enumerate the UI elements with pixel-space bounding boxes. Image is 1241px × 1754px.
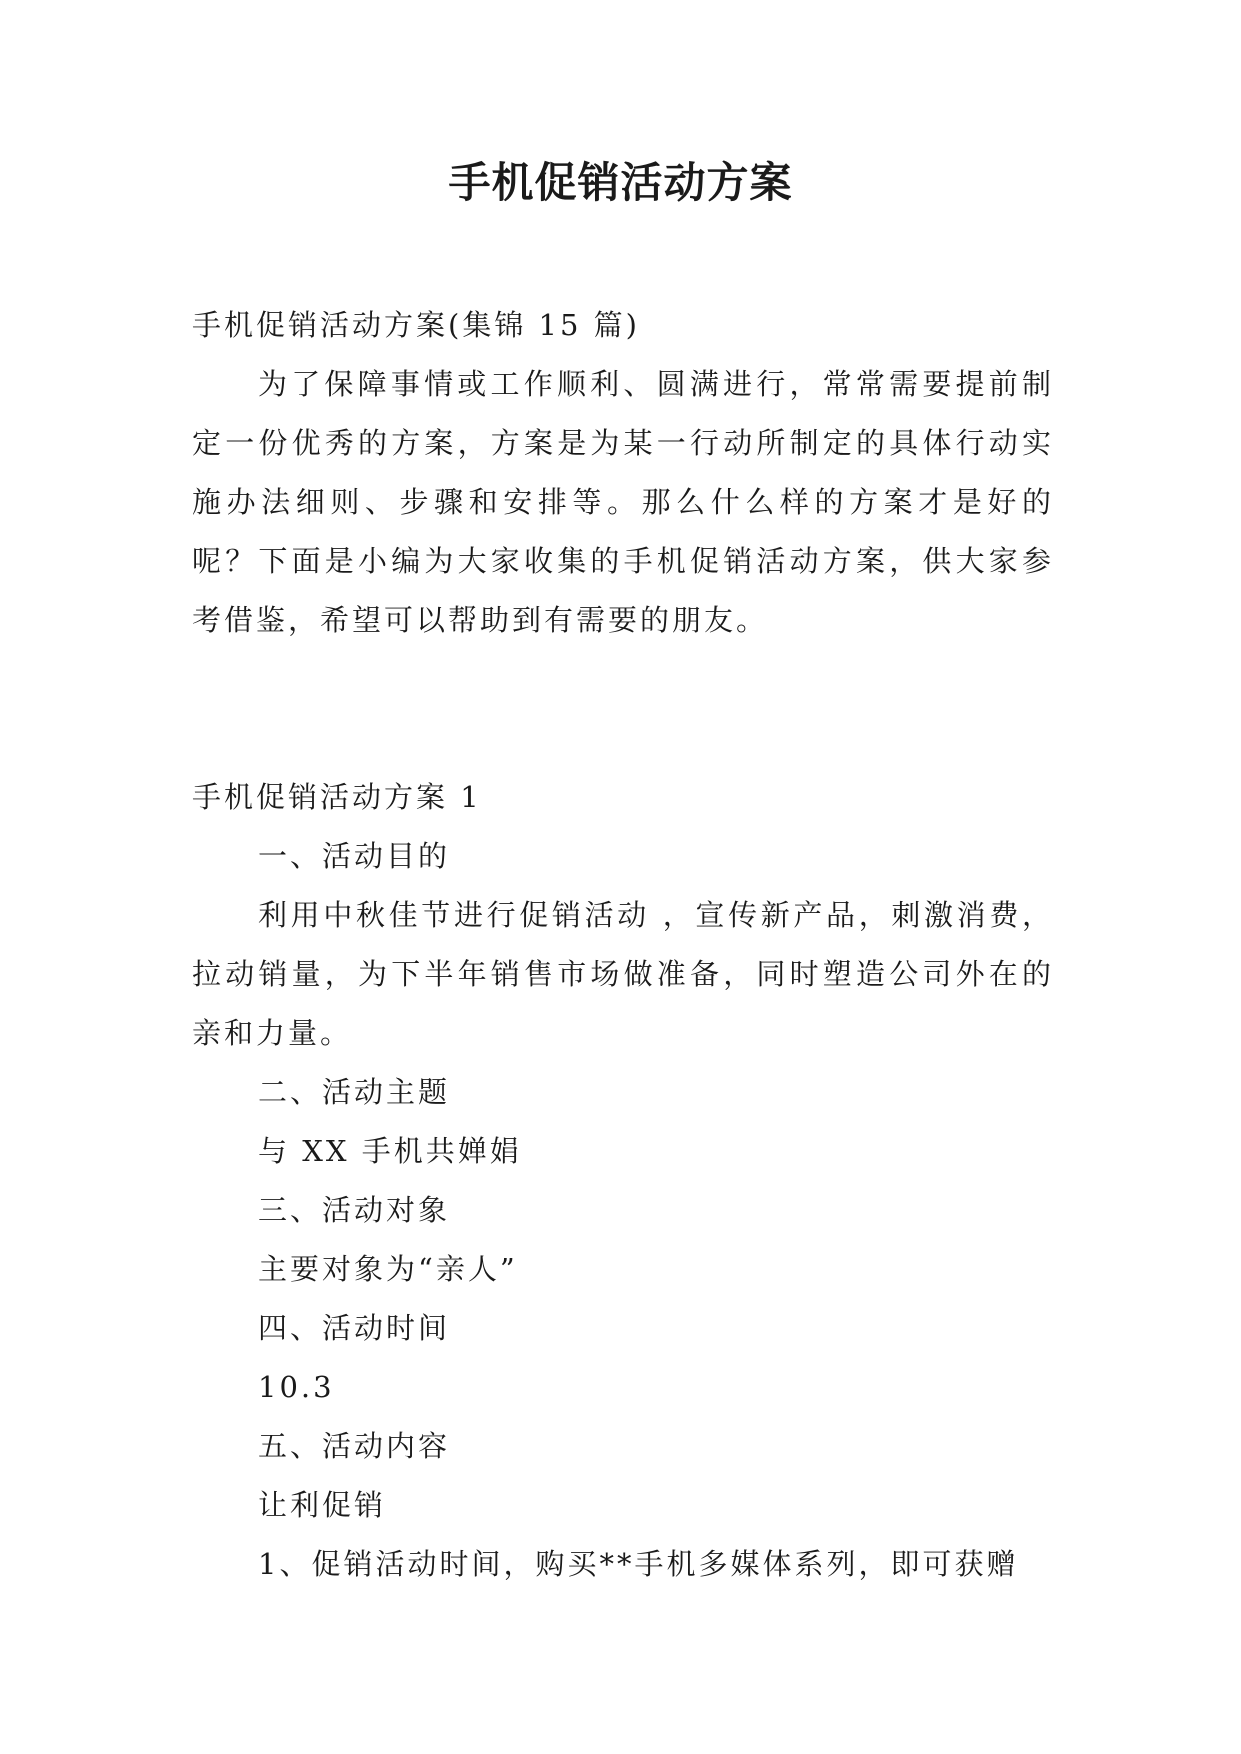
document-title: 手机促销活动方案 <box>448 158 793 207</box>
content-subheading: 让利促销 <box>258 1488 387 1522</box>
intro-paragraph: 为了保障事情或工作顺利、圆满进行，常常需要提前制定一份优秀的方案，方案是为某一行动所制定的具体行动实施办法细则、步骤和安排等。那么什么样的方案才是好的呢？下面是小编为大家收集的手机促销活动方案，供大家参考借鉴，希望可以帮助到有需要的朋友。 <box>192 367 1054 637</box>
content-item-1: 1、促销活动时间，购买**手机多媒体系列，即可获赠 <box>258 1547 1019 1581</box>
purpose-paragraph: 利用中秋佳节进行促销活动 ，宣传新产品，刺激消费，拉动销量，为下半年销售市场做准备，同时塑造公司外在的亲和力量。 <box>192 898 1054 1050</box>
document-body <box>192 296 1054 1594</box>
time-text: 10.3 <box>258 1370 335 1404</box>
heading-time: 四、活动时间 <box>258 1311 451 1345</box>
heading-content: 五、活动内容 <box>258 1429 451 1463</box>
section-heading: 手机促销活动方案 1 <box>192 780 482 814</box>
heading-purpose: 一、活动目的 <box>258 839 451 873</box>
heading-theme: 二、活动主题 <box>258 1075 451 1109</box>
heading-audience: 三、活动对象 <box>258 1193 451 1227</box>
collection-subtitle: 手机促销活动方案(集锦 15 篇) <box>192 308 640 342</box>
audience-text: 主要对象为“亲人” <box>258 1252 518 1286</box>
theme-text: 与 XX 手机共婵娟 <box>258 1134 522 1168</box>
